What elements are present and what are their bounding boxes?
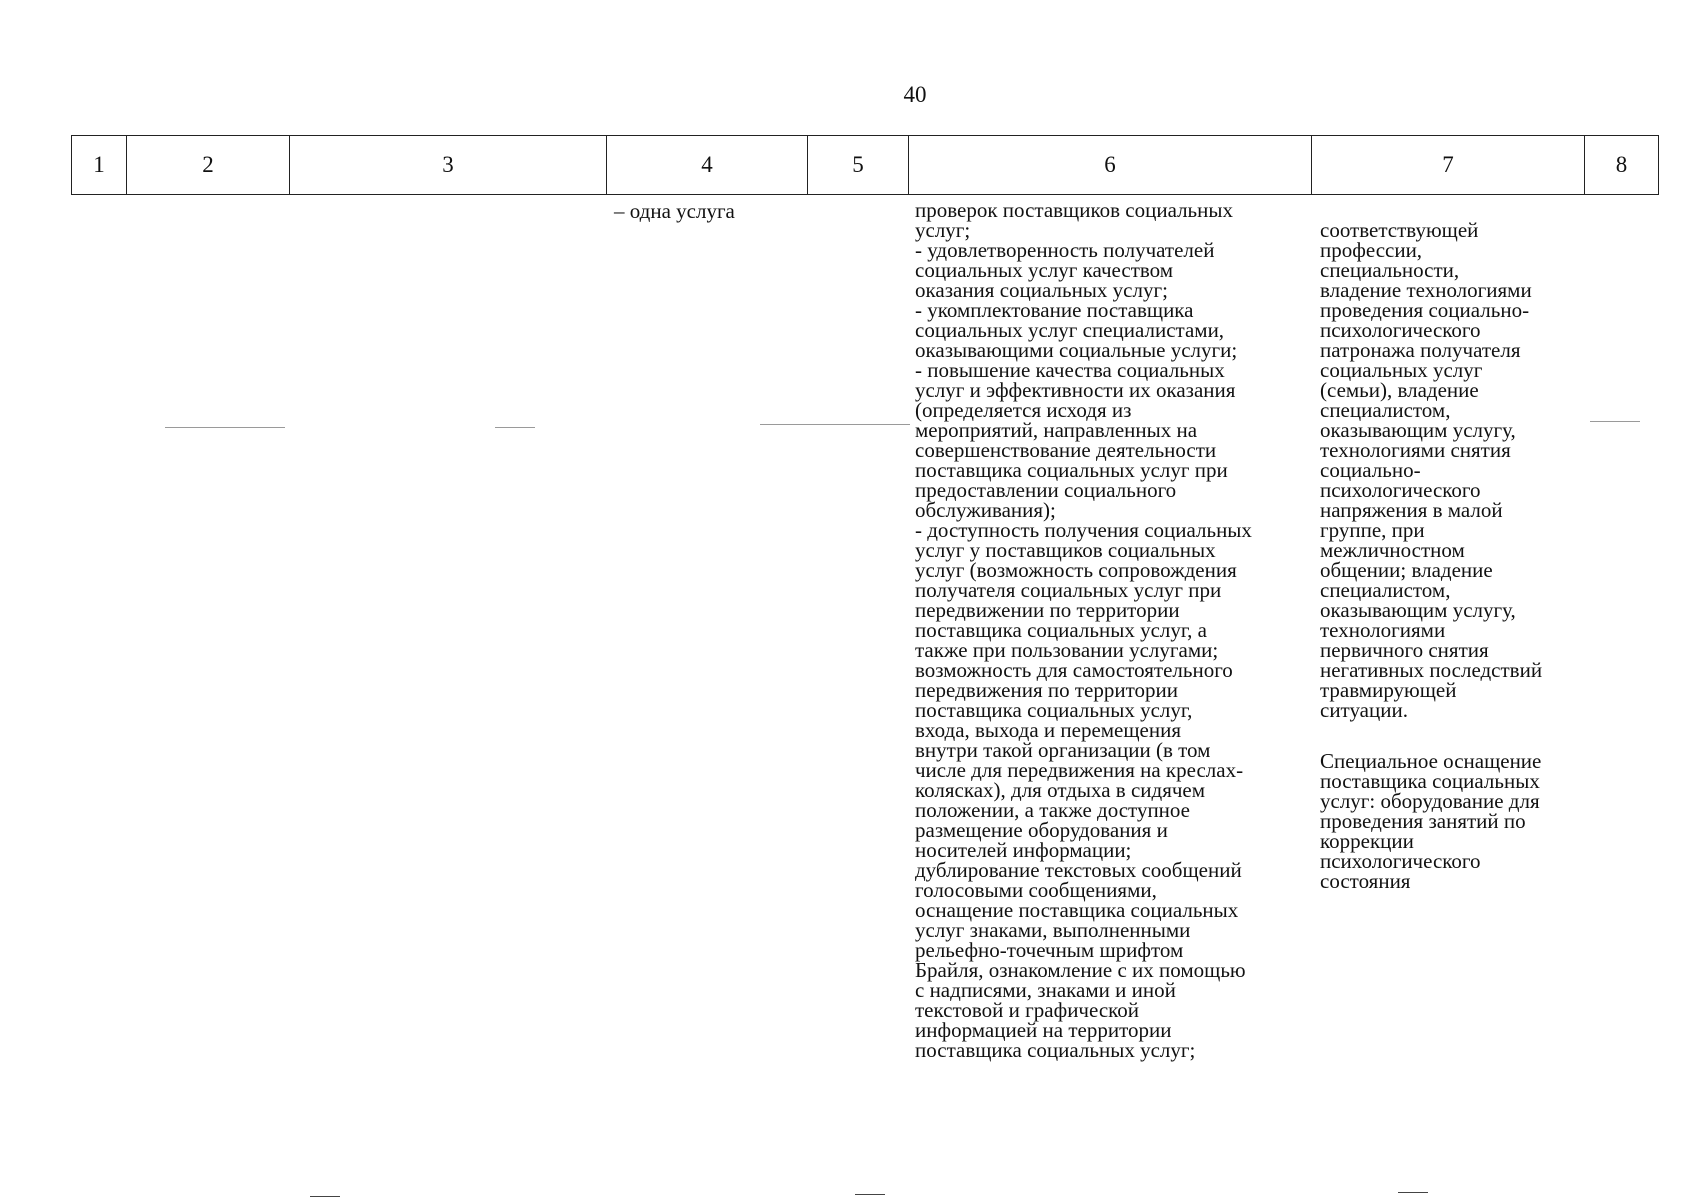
column-header-row bbox=[72, 136, 1659, 195]
column-header-7: 7 bbox=[1312, 136, 1585, 195]
column-header-4: 4 bbox=[607, 136, 808, 195]
scan-artifact-line bbox=[495, 427, 535, 428]
column-6-cell-text: проверок поставщиков социальных услуг; - удовлетворенность получателей социальных услуг качеством оказания социальных услуг; - укомплектование поставщика социальных услуг специалистами, оказывающими социальные услуги; - повышение качества социальных услуг и эффективности их оказания (определяется исходя из мероприятий, направленных на совершенствование деятельности поставщика социальных услуг при предоставлении социального обслуживания); - доступность получения социальных услуг у поставщиков социальных услуг (возможность сопровождения получателя социальных услуг при передвижении по территории поставщика социальных услуг, а также при пользовании услугами; возможность для самостоятельного передвижения по территории поставщика социальных услуг, входа, выхода и перемещения внутри такой организации (в том числе для передвижения на креслах- колясках), для отдыха в сидячем положении, а также доступное размещение оборудования и носителей информации; дублирование текстовых сообщений голосовыми сообщениями, оснащение поставщика социальных услуг знаками, выполненными рельефно-точечным шрифтом Брайля, ознакомление с их помощью с надписями, знаками и иной текстовой и графической информацией на территории поставщика социальных услуг; bbox=[915, 198, 1252, 1062]
column-header-table bbox=[71, 135, 1659, 195]
column-header-1: 1 bbox=[72, 136, 127, 195]
column-header-2: 2 bbox=[127, 136, 290, 195]
scan-artifact-line bbox=[1590, 421, 1640, 422]
column-7-paragraph-1: соответствующей профессии, специальности, владение технологиями проведения социально- психологического патронажа получателя социальных услуг (семьи), владение специалистом, оказывающим услугу, технологиями снятия социально- психологического напряжения в малой группе, при межличностном общении; владение специалистом, оказывающим услугу, технологиями первичного снятия негативных последствий травмирующей ситуации. bbox=[1320, 218, 1543, 722]
column-header-6: 6 bbox=[909, 136, 1312, 195]
column-4-cell-text: – одна услуга bbox=[614, 199, 735, 223]
scan-artifact-line bbox=[1398, 1192, 1428, 1193]
page-number: 40 bbox=[903, 82, 927, 107]
scan-artifact-line bbox=[310, 1196, 340, 1197]
column-header-3: 3 bbox=[290, 136, 607, 195]
column-7-cell bbox=[1320, 200, 1585, 911]
scan-artifact-line bbox=[760, 424, 910, 425]
column-7-paragraph-2: Специальное оснащение поставщика социальных услуг: оборудование для проведения занятий по коррекции психологического состояния bbox=[1320, 749, 1542, 893]
column-header-8: 8 bbox=[1585, 136, 1659, 195]
column-header-5: 5 bbox=[808, 136, 909, 195]
scan-artifact-line bbox=[855, 1194, 885, 1195]
scan-artifact-line bbox=[165, 427, 285, 428]
